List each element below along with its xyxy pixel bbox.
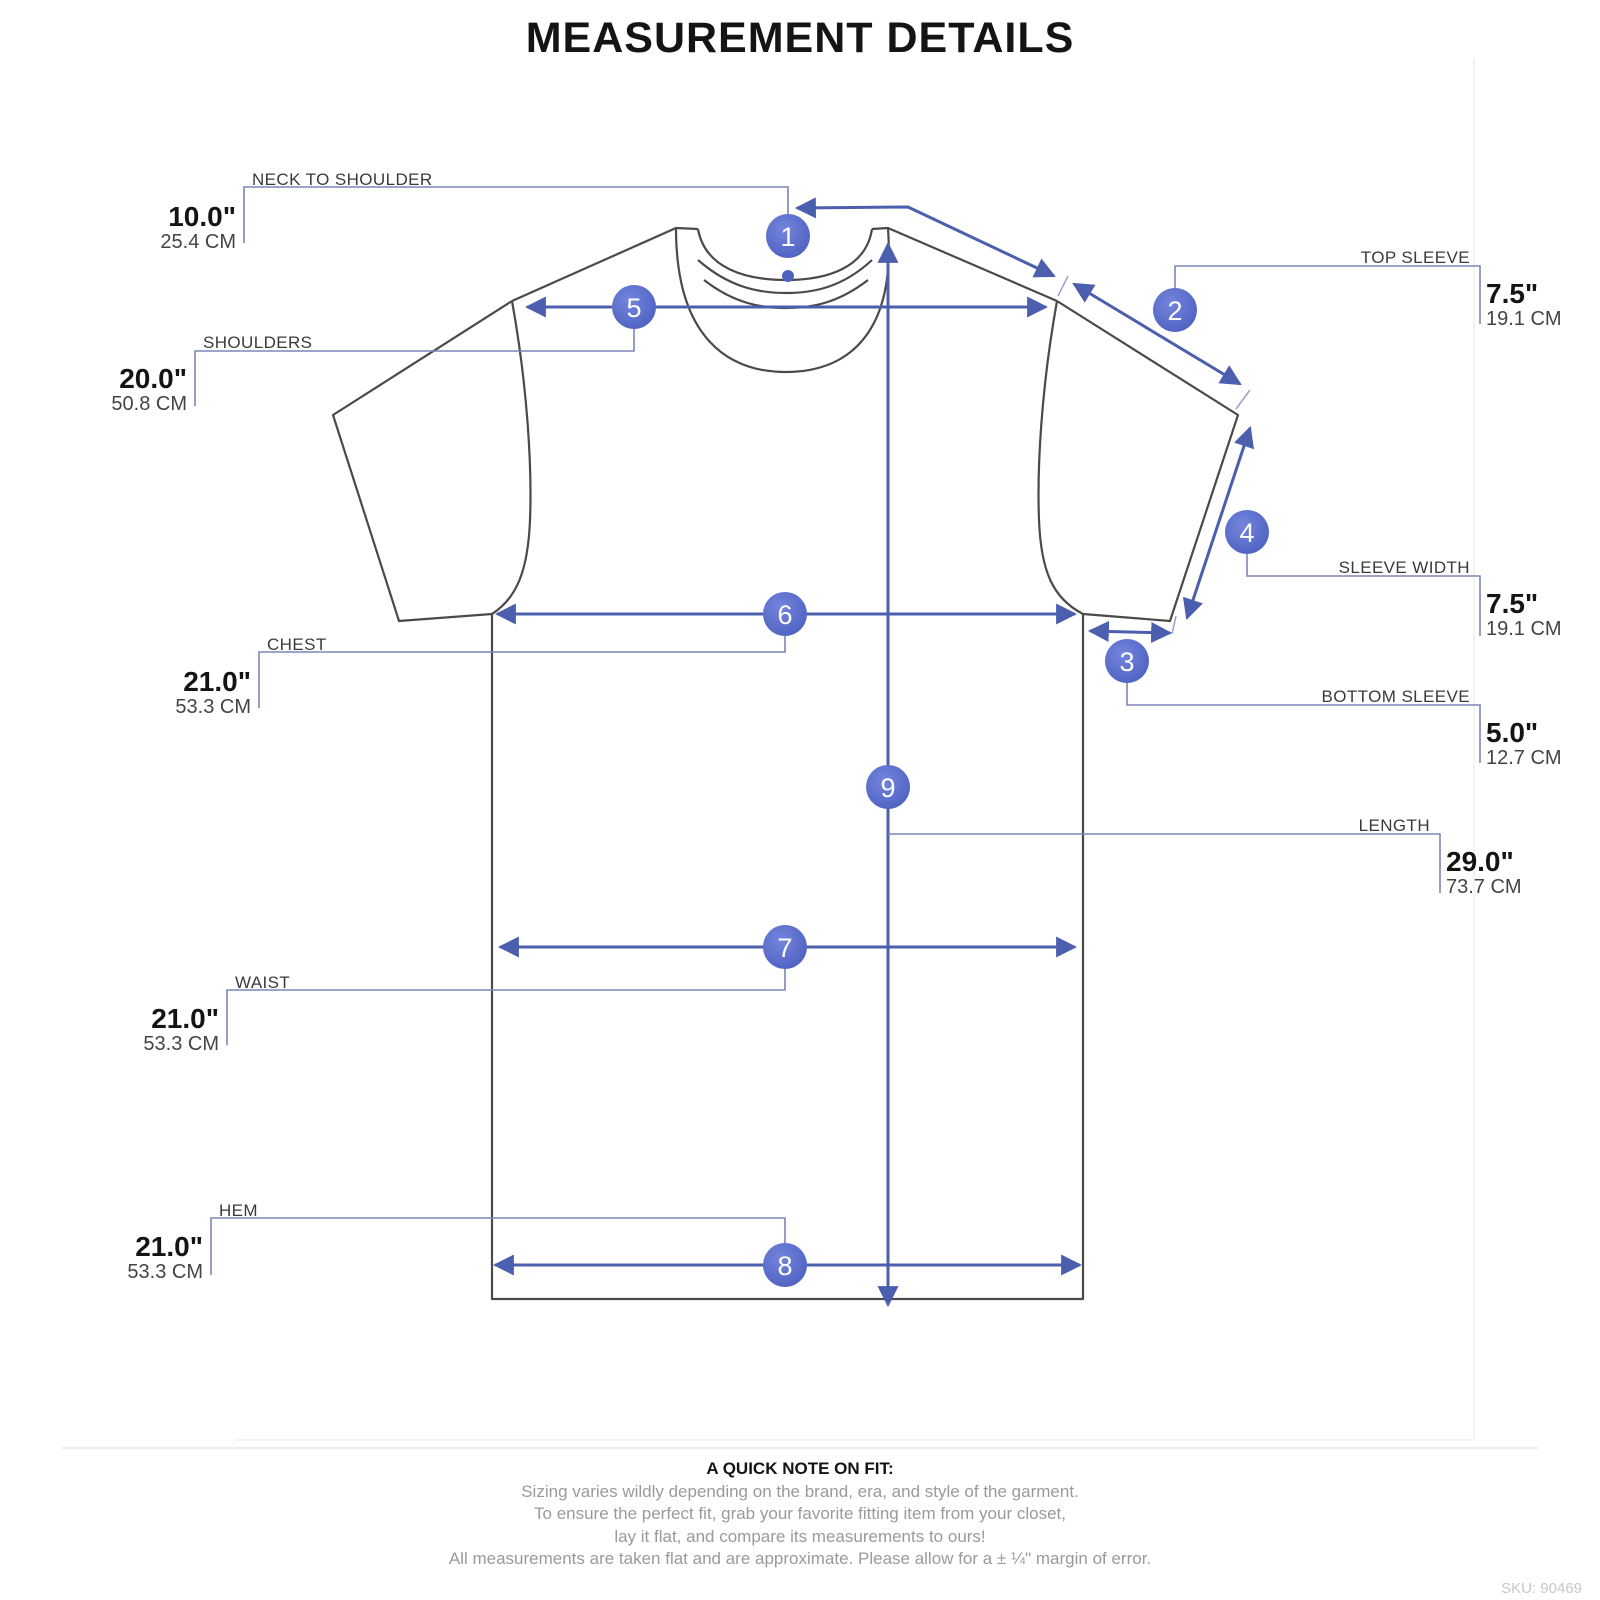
fit-note-line-2: To ensure the perfect fit, grab your favorite fitting item from your closet, [534,1504,1066,1523]
leader-shoulders [195,307,634,406]
label-shoulders [111,333,312,415]
badge-6[interactable] [763,592,807,636]
tshirt-outline [333,228,1238,1299]
left-armhole-seam [492,301,530,614]
fit-note-title: A QUICK NOTE ON FIT: [706,1459,894,1478]
label-name: LENGTH [1358,816,1430,835]
fit-note-line-4: All measurements are taken flat and are approximate. Please allow for a ± ¼" margin of error. [448,1549,1152,1568]
label-top-sleeve [1361,248,1562,330]
label-name: SHOULDERS [203,333,313,352]
label-bottom-sleeve [1322,687,1562,769]
label-hem [127,1201,258,1283]
page-title: MEASUREMENT DETAILS [525,14,1075,62]
left-sleeve [333,301,512,621]
badge-number: 9 [880,773,896,803]
label-cm: 12.7 CM [1486,747,1562,769]
label-cm: 19.1 CM [1486,308,1562,330]
sku-label: SKU: 90469 [1501,1580,1582,1597]
badge-number: 6 [777,600,793,630]
badge-7[interactable] [763,925,807,969]
badge-number: 4 [1239,518,1255,548]
label-inches: 21.0" [151,1003,219,1034]
label-inches: 10.0" [168,201,236,232]
leader-top-sleeve [1175,266,1480,324]
label-cm: 53.3 CM [175,696,251,718]
badge-1[interactable] [766,214,810,258]
leader-neck-to-shoulder [244,187,788,243]
leader-lines [195,187,1480,1275]
leader-length [888,834,1440,893]
measurement-arrows [495,207,1250,1305]
label-name: HEM [219,1201,258,1220]
label-cm: 19.1 CM [1486,618,1562,640]
badge-3[interactable] [1105,639,1149,683]
right-armhole-seam [1039,301,1083,614]
label-chest [175,635,326,718]
label-inches: 21.0" [135,1231,203,1262]
badge-number: 3 [1119,647,1135,677]
label-cm: 53.3 CM [143,1033,219,1055]
label-inches: 20.0" [119,363,187,394]
label-inches: 7.5" [1486,588,1539,619]
badge-2[interactable] [1153,288,1197,332]
leader-waist [227,947,785,1045]
leader-chest [259,614,785,708]
leader-bottom-sleeve [1127,661,1480,763]
badge-8[interactable] [763,1243,807,1287]
label-waist [143,973,290,1055]
label-name: WAIST [235,973,291,992]
neck-point-dot [782,270,794,282]
label-neck-to-shoulder [160,170,432,253]
badge-number: 5 [626,293,642,323]
badge-number: 1 [780,222,796,252]
label-name: SLEEVE WIDTH [1338,558,1470,577]
fit-note-line-1: Sizing varies wildly depending on the brand, era, and style of the garment. [521,1481,1079,1501]
label-cm: 73.7 CM [1446,876,1522,898]
leader-sleeve-width [1247,532,1480,636]
arrow-bottom-sleeve [1090,631,1170,633]
badge-4[interactable] [1225,510,1269,554]
arrow-end-ticks [1058,276,1250,634]
label-name: TOP SLEEVE [1360,248,1470,267]
left-shoulder-seam [512,228,698,301]
label-cm: 50.8 CM [111,393,187,415]
badge-number: 8 [777,1251,793,1281]
label-name: NECK TO SHOULDER [252,170,433,189]
label-name: CHEST [267,635,327,654]
label-inches: 21.0" [183,666,251,697]
badge-number: 2 [1167,296,1183,326]
fit-note-line-3: lay it flat, and compare its measurements to ours! [614,1526,986,1546]
label-cm: 25.4 CM [160,231,236,253]
label-inches: 5.0" [1486,717,1539,748]
fit-note [0,1458,1600,1571]
label-inches: 7.5" [1486,278,1539,309]
badge-5[interactable] [612,285,656,329]
label-name: BOTTOM SLEEVE [1321,687,1470,706]
badge-number: 7 [777,933,793,963]
label-cm: 53.3 CM [127,1261,203,1283]
right-sleeve [1057,301,1238,621]
label-inches: 29.0" [1446,846,1514,877]
label-sleeve-width [1339,558,1562,640]
arrow-neck-to-shoulder [797,207,1054,276]
badge-9[interactable] [866,765,910,809]
